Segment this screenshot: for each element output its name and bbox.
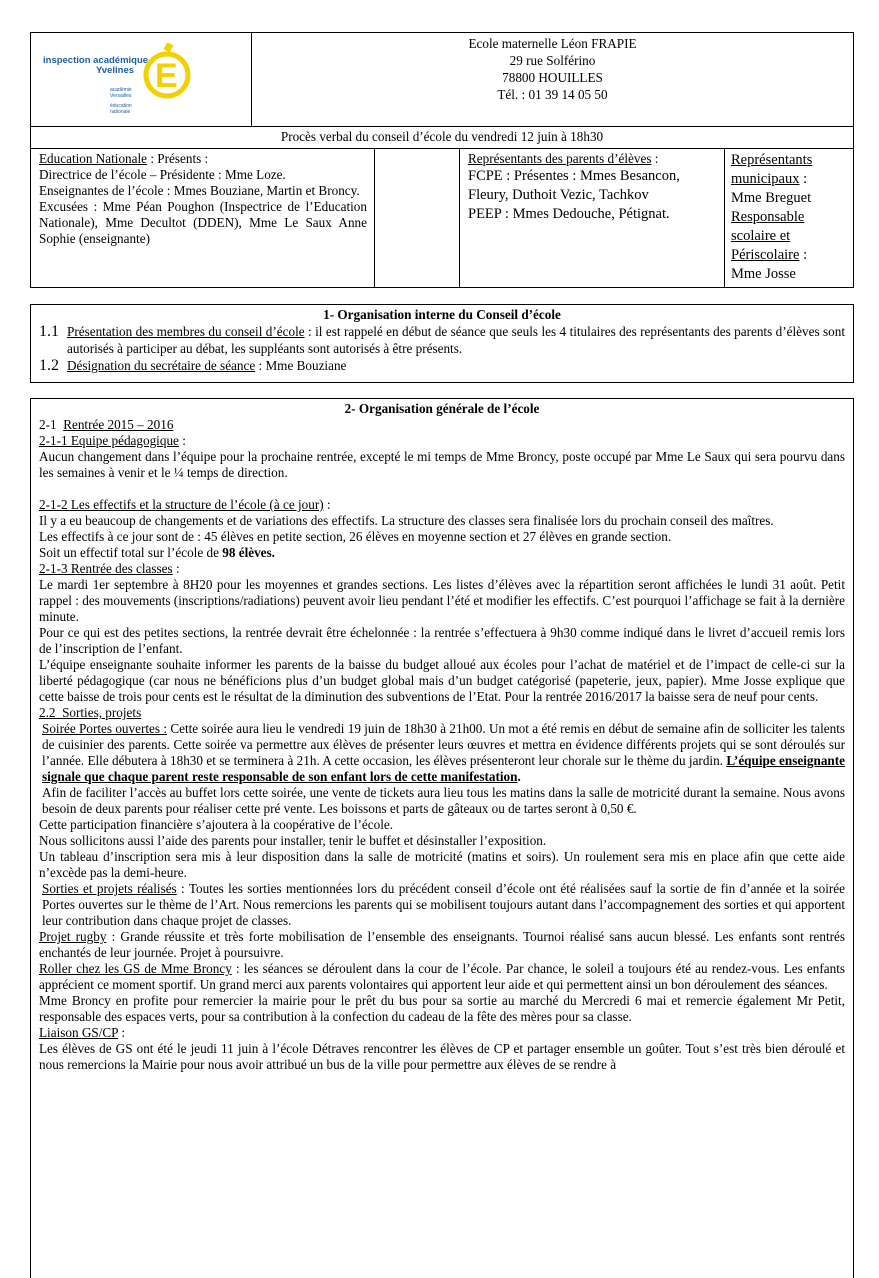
education-line-3: Excusées : Mme Péan Poughon (Inspectrice de l’Education Nationale), Mme Decultot (DDEN), Mme Le Saux Anne Sophie (enseignante) xyxy=(39,199,367,246)
blank-line xyxy=(39,481,845,497)
para-liaison: Les élèves de GS ont été le jeudi 11 juin à l’école Détraves rencontrer les élèves de CP et partager ensemble un goûter. Tout s’est très bien déroulé et nous remercions la Mairie pour nous avoir attribué un bus de la ville pour permettre aux élèves de se rendre à xyxy=(39,1041,845,1072)
municipal-label: Représentants municipaux xyxy=(731,152,813,187)
heading-2-1-text: Rentrée 2015 – 2016 xyxy=(63,417,174,432)
parents-suffix: : xyxy=(651,151,659,166)
item-1-2-body: : Mme Bouziane xyxy=(255,358,347,373)
item-1-1-text xyxy=(67,323,845,357)
total-value: 98 élèves. xyxy=(222,545,275,560)
sorties-realisees-heading: Sorties et projets réalisés xyxy=(42,881,177,896)
municipal-role: Responsable scolaire et Périscolaire xyxy=(731,209,805,263)
item-1-2 xyxy=(39,357,845,374)
academy-logo xyxy=(43,43,213,123)
roller-heading: Roller chez les GS de Mme Broncy xyxy=(39,961,232,976)
heading-2-1-1-suffix: : xyxy=(178,433,186,448)
para-sorties-realisees xyxy=(39,881,845,929)
logo-line1: inspection académique xyxy=(43,55,149,66)
para-2-1-3-b: Pour ce qui est des petites sections, la rentrée devrait être échelonnée : la rentrée s’effectuera à 9h30 comme indiqué dans le livret d’accueil remis lors de l’inscription de l’enfant. xyxy=(39,625,845,656)
heading-2-1-3-text: 2-1-3 Rentrée des classes xyxy=(39,561,173,576)
parents-peep: PEEP : Mmes Dedouche, Pétignat. xyxy=(468,206,670,222)
liaison-suffix: : xyxy=(118,1025,125,1040)
heading-liaison xyxy=(39,1025,845,1041)
rugby-body: : Grande réussite et très forte mobilisation de l’ensemble des enseignants. Tournoi réalisé sans aucun blessé. Les enfants sont rentrés enchantés de leur journée. Projet à poursuivre. xyxy=(39,929,845,960)
section-2-title: 2- Organisation générale de l’école xyxy=(344,401,540,416)
parents-label: Représentants des parents d’élèves xyxy=(468,151,652,166)
roller-body: : les séances se déroulent dans la cour de l’école. Par chance, le soleil a toujours été au rendez-vous. Les enfants apprécient ce moment sportif. Un grand merci aux parents volontaires qui apportent leur aide et qui permettent ainsi un bon déroulement des séances. xyxy=(39,961,846,992)
parents-heading xyxy=(468,151,718,167)
school-name: Ecole maternelle Léon FRAPIE xyxy=(468,36,637,51)
item-1-1-number: 1.1 xyxy=(39,323,59,340)
section-1 xyxy=(30,304,854,383)
heading-2-1-3-suffix: : xyxy=(172,561,180,576)
total-label: Soit un effectif total sur l’école de xyxy=(39,545,223,560)
para-roller xyxy=(39,961,845,993)
heading-2-1 xyxy=(39,417,845,433)
minutes-title: Procès verbal du conseil d’école du vendredi 12 juin à 18h30 xyxy=(31,126,853,149)
school-phone: Tél. : 01 39 14 05 50 xyxy=(497,87,608,102)
para-tableau: Un tableau d’inscription sera mis à leur disposition dans la salle de motricité (matins et soirs). Un roulement sera mis en place afin que cette aide n’excède pas la demi-heure. xyxy=(39,849,845,880)
education-line-1: Directrice de l’école – Présidente : Mme Loze. xyxy=(39,167,286,182)
municipal-name2: Mme Josse xyxy=(731,266,796,282)
attendees-municipal xyxy=(725,149,853,287)
svg-text:E: E xyxy=(155,57,178,95)
logo-cell xyxy=(31,33,252,126)
heading-2-2 xyxy=(39,705,845,721)
portes-ouvertes-end: . xyxy=(517,769,521,784)
municipal-label2: Responsable scolaire et Périscolaire : xyxy=(731,209,808,263)
attendees-spacer xyxy=(375,149,460,287)
municipal-name1: Mme Breguet xyxy=(731,190,812,206)
para-buffet: Afin de faciliter l’accès au buffet lors cette soirée, une vente de tickets aura lieu tous les matins dans la salle de motricité durant la semaine. Nous avons besoin de deux parents pour réaliser cette pré vente. Les boissons et parts de gâteaux ou de tartes seront à 0,50 €. xyxy=(42,785,845,816)
portes-ouvertes-body: Cette soirée aura lieu le vendredi 19 juin de 18h30 à 21h00. Un mot a été remis en début de semaine afin de solliciter les talents de cuisinier des parents. Cette soirée va permettre aux élèves de présenter leurs œuvres et mettra en évidence différents projets qui se sont déroulés sur l’année. Elle débutera à 18h30 et se terminera à 21h. A cette occasion, les élèves présenteront leur chorale sur le thème du jardin. xyxy=(42,721,845,768)
para-2-1-2-c xyxy=(39,545,845,561)
attendees-education xyxy=(31,149,375,287)
portes-ouvertes-heading: Soirée Portes ouvertes : xyxy=(42,721,167,736)
logo-e-icon xyxy=(143,43,193,99)
rugby-heading: Projet rugby xyxy=(39,929,107,944)
item-1-1 xyxy=(39,323,845,357)
logo-small1: académie xyxy=(110,87,132,93)
school-city: 78800 HOUILLES xyxy=(502,70,603,85)
item-1-2-text xyxy=(67,357,346,374)
logo-line2: Yvelines xyxy=(96,65,135,76)
para-portes-ouvertes xyxy=(39,721,845,785)
portes-ouvertes-warning: L’équipe enseignante signale que chaque parent reste responsable de son enfant lors de cette manifestation xyxy=(42,753,845,784)
section-1-title: 1- Organisation interne du Conseil d’école xyxy=(323,307,561,322)
para-bus: Mme Broncy en profite pour remercier la mairie pour le prêt du bus pour sa sortie au marché du Mercredi 6 mai et remercie également Mr Petit, responsable des espaces verts, pour sa contribution à la confection du cadeau de la fête des mères pour sa classe. xyxy=(39,993,845,1024)
logo-small4: nationale xyxy=(110,109,131,115)
heading-2-1-2-text: 2-1-2 Les effectifs et la structure de l’école (à ce jour) xyxy=(39,497,324,512)
heading-2-1-number: 2-1 xyxy=(39,417,57,432)
liaison-heading: Liaison GS/CP xyxy=(39,1025,119,1040)
attendees-parents xyxy=(460,149,725,287)
header-box xyxy=(30,32,854,288)
school-address xyxy=(252,33,853,126)
heading-2-1-1-text: 2-1-1 Equipe pédagogique xyxy=(39,433,179,448)
para-2-1-1: Aucun changement dans l’équipe pour la prochaine rentrée, excepté le mi temps de Mme Broncy, poste occupé par Mme Le Saux qui sera pourvu dans les semaines à venir et le ¼ temps de direction. xyxy=(39,449,845,480)
education-line-2: Enseignantes de l’école : Mmes Bouziane, Martin et Broncy. xyxy=(39,183,360,198)
logo-small2: Versailles xyxy=(110,93,132,99)
para-cooperative: Cette participation financière s’ajoutera à la coopérative de l’école. xyxy=(39,817,394,832)
municipal-suffix: : xyxy=(799,171,808,187)
para-2-1-2-a: Il y a eu beaucoup de changements et de variations des effectifs. La structure des classes sera finalisée lors du prochain conseil des maîtres. xyxy=(39,513,774,528)
heading-2-1-2 xyxy=(39,497,845,513)
item-1-2-number: 1.2 xyxy=(39,357,59,374)
parents-fcpe: FCPE : Présentes : Mmes Besancon, Fleury, Duthoit Vezic, Tachkov xyxy=(468,168,680,203)
para-rugby xyxy=(39,929,845,961)
para-2-1-3-a: Le mardi 1er septembre à 8H20 pour les moyennes et grandes sections. Les listes d’élèves avec la répartition seront affichées le lundi 31 août. Petit rappel : des mouvements (inscriptions/radiations) peuvent avoir lieu pendant l’été et modifier les effectifs. C’est pourquoi l’affichage se fait à la dernière minute. xyxy=(39,577,845,624)
item-1-1-heading: Présentation des membres du conseil d’école xyxy=(67,324,305,339)
section-2 xyxy=(30,398,854,1278)
municipal-heading xyxy=(731,151,849,189)
para-aide: Nous sollicitons aussi l’aide des parents pour installer, tenir le buffet et désinstaller l’exposition. xyxy=(39,833,547,848)
logo-small3: éducation xyxy=(110,103,132,109)
heading-2-2-number: 2.2 xyxy=(39,705,56,720)
sorties-realisees-body: : Toutes les sorties mentionnées lors du précédent conseil d’école ont été réalisées sauf la sortie de fin d’année et la soirée Portes ouvertes sur le thème de l’Art. Nous remercions les parents qui se mobilisent toujours autant dans l’accompagnement des sorties et qui apportent leur contribution dans chaque projet de classes. xyxy=(42,881,845,928)
heading-2-1-2-suffix: : xyxy=(323,497,331,512)
education-label: Education Nationale xyxy=(39,151,148,166)
school-street: 29 rue Solférino xyxy=(509,53,596,68)
item-1-1-body: : il est rappelé en début de séance que seuls les 4 titulaires des représentants des parents d’élèves sont autorisés à participer au débat, les suppléants sont autorisés à être présents. xyxy=(67,324,845,356)
education-present: : Présents : xyxy=(147,151,209,166)
heading-2-1-1 xyxy=(39,433,845,449)
education-heading xyxy=(39,151,367,167)
para-2-1-3-c: L’équipe enseignante souhaite informer les parents de la baisse du budget alloué aux écoles pour l’achat de matériel et de l’impact de celle-ci sur la liberté pédagogique (car nous ne bénéficions plus d’un budget global mais d’un budget catégorisé (papeterie, jeux, papier). Mme Josse explique que cette baisse de trois pour cents est le résultat de la diminution des subventions de l’Etat. Pour la rentrée 2016/2017 la baisse sera de neuf pour cents. xyxy=(39,657,845,704)
heading-2-2-text: Sorties, projets xyxy=(62,705,142,720)
heading-2-1-3 xyxy=(39,561,845,577)
item-1-2-heading: Désignation du secrétaire de séance xyxy=(67,358,256,373)
para-2-1-2-b: Les effectifs à ce jour sont de : 45 élèves en petite section, 26 élèves en moyenne section et 27 élèves en grande section. xyxy=(39,529,672,544)
